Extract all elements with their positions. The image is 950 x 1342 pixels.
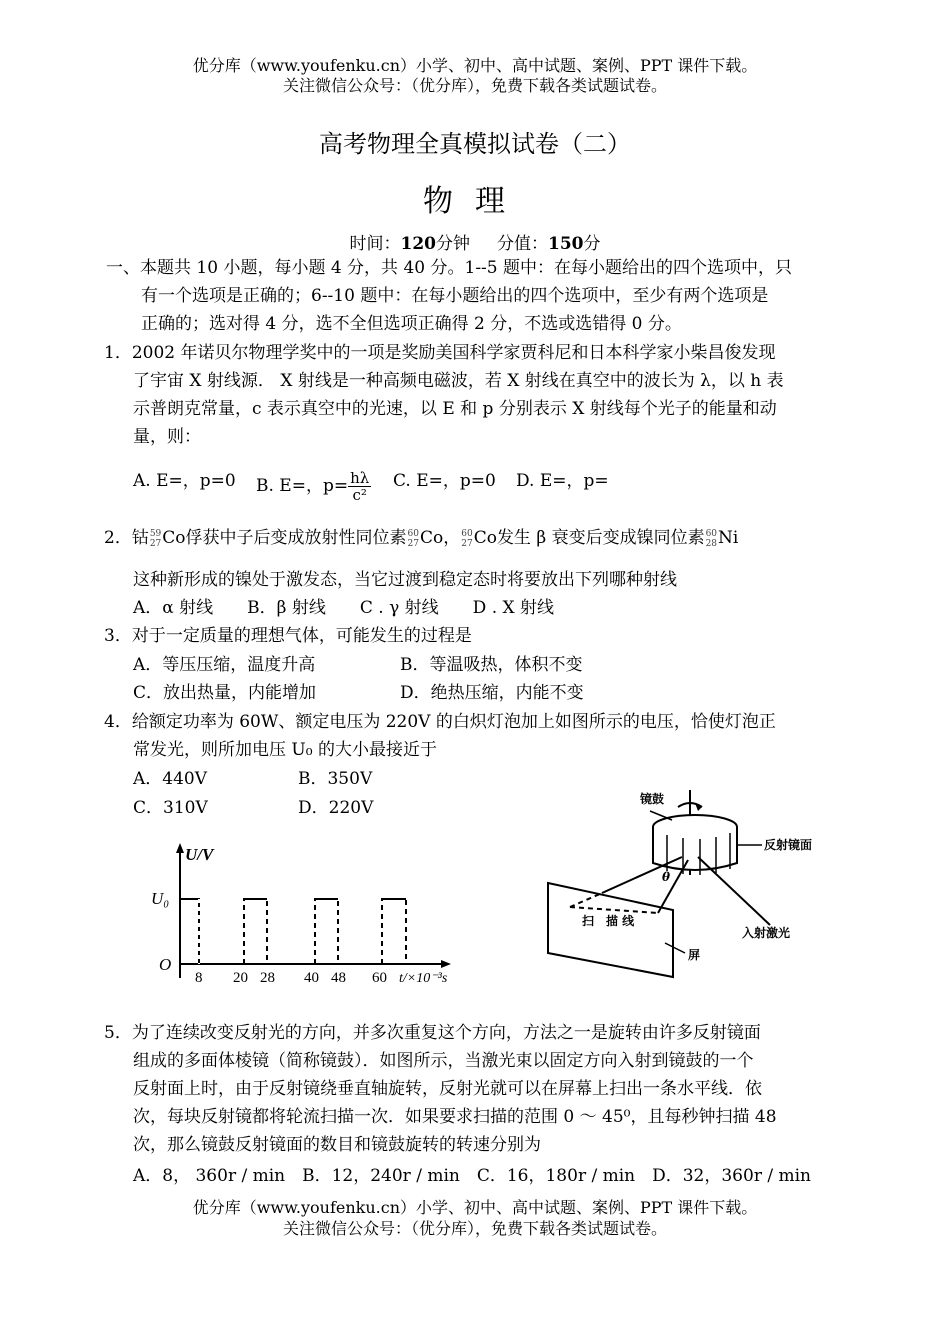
q1-line-4: 量，则： (133, 427, 201, 447)
co60-mass-b: 60 (461, 528, 473, 539)
tick-8: 8 (195, 970, 203, 986)
q1-option-d: D. E=，p= (516, 471, 609, 491)
co60-mass-a: 60 (407, 528, 419, 539)
screen-label: 屏 (688, 948, 701, 962)
q3-option-d: D．绝热压缩，内能不变 (400, 683, 584, 703)
q2-line-2: 这种新形成的镍处于激发态，当它过渡到稳定态时将要放出下列哪种射线 (133, 570, 677, 590)
co59-z: 27 (149, 538, 162, 549)
co60-symbol-a: Co (419, 528, 444, 548)
q1-line-3: 示普朗克常量，c 表示真空中的光速，以 E 和 p 分别表示 X 射线每个光子的能量和动 (133, 399, 777, 419)
u0-label: U₀ (151, 889, 170, 908)
time-unit: 分钟 (435, 234, 470, 254)
score-label: 分值： (497, 234, 549, 254)
q2-options: A．α 射线 B．β 射线 C . γ 射线 D . X 射线 (133, 598, 555, 618)
header-line-2: 关注微信公众号：（优分库），免费下载各类试题试卷。 (282, 76, 667, 95)
q4-line-1: 4．给额定功率为 60W、额定电压为 220V 的白炽灯泡加上如图所示的电压，恰使灯泡正 (104, 712, 776, 732)
q2-line-1 (104, 527, 738, 549)
scan-label: 扫 描 线 (582, 914, 635, 928)
origin-label: O (159, 955, 172, 974)
co60-isotope-b (461, 529, 472, 549)
pulse-2 (244, 899, 267, 964)
q5-line-4: 次，每块反射镜都将轮流扫描一次．如果要求扫描的范围 0 ～ 45⁰，且每秒钟扫描 48 (133, 1107, 777, 1127)
ni60-z: 28 (705, 538, 718, 549)
pulse-4 (382, 899, 406, 964)
time-label: 时间： (349, 234, 401, 254)
q1-fraction-den: c² (352, 486, 367, 504)
q2-mid-1: 俘获中子后变成放射性同位素 (185, 528, 407, 548)
q2-mid-3: 发生 β 衰变后变成镍同位素 (496, 528, 705, 548)
q1-option-a: A. E=，p=0 (133, 471, 236, 491)
co59-symbol: Co (162, 528, 186, 548)
co60-symbol-b: Co (473, 528, 497, 548)
q5-line-5: 次，那么镜鼓反射镜面的数目和镜鼓旋转的转速分别为 (133, 1135, 541, 1155)
q4-option-a: A．440V (133, 769, 208, 789)
q3-option-a: A．等压压缩，温度升高 (133, 655, 316, 675)
drum-label: 镜鼓 (640, 792, 665, 806)
time-value: 120 (400, 234, 436, 254)
x-axis-label: t/×10⁻³s (399, 971, 448, 986)
exam-subject: 物理 (423, 184, 527, 219)
q3-stem: 3．对于一定质量的理想气体，可能发生的过程是 (104, 626, 472, 646)
q4-option-c: C．310V (133, 798, 208, 818)
q5-line-2: 组成的多面体棱镜（简称镜鼓）．如图所示，当激光束以固定方向入射到镜鼓的一个 (133, 1051, 754, 1071)
laser-label: 入射激光 (742, 926, 791, 940)
drum-pointer (650, 811, 672, 820)
exam-title: 高考物理全真模拟试卷（二） (319, 130, 631, 158)
theta-label: θ (662, 870, 671, 884)
screen (548, 883, 673, 977)
voltage-time-graph (145, 838, 465, 988)
q4-option-d: D．220V (298, 798, 374, 818)
q1-option-b-prefix: B. E=，p= (256, 476, 349, 496)
tick-48: 48 (331, 970, 346, 986)
tick-60: 60 (372, 970, 387, 986)
co60-z-a: 27 (407, 538, 419, 549)
q4-option-b: B．350V (298, 769, 373, 789)
mirror-drum-diagram (540, 785, 845, 985)
incident-ray (698, 857, 770, 925)
pulse-1 (180, 899, 199, 964)
ni60-mass: 60 (705, 528, 718, 539)
section1-line-2: 有一个选项是正确的；6--10 题中：在每小题给出的四个选项中，至少有两个选项是 (141, 286, 769, 306)
tick-28: 28 (260, 970, 275, 986)
q2-prefix: 2．钴 (104, 528, 149, 548)
tick-40: 40 (304, 970, 319, 986)
section1-line-1: 一、本题共 10 小题，每小题 4 分，共 40 分。1--5 题中：在每小题给出的四个选项中，只 (106, 258, 793, 278)
exam-info (0, 229, 950, 254)
footer-line-2: 关注微信公众号：（优分库），免费下载各类试题试卷。 (282, 1219, 667, 1238)
q1-fraction (348, 470, 371, 503)
footer-line-1: 优分库（www.youfenku.cn）小学、初中、高中试题、案例、PPT 课件下载。 (192, 1198, 758, 1217)
ni60-isotope (706, 529, 717, 549)
q1-line-2: 了宇宙 X 射线源． X 射线是一种高频电磁波，若 X 射线在真空中的波长为 λ，以 h 表 (133, 371, 784, 391)
mirror-label: 反射镜面 (764, 838, 813, 852)
y-axis-arrow (176, 843, 184, 853)
q5-line-3: 反射面上时，由于反射镜绕垂直轴旋转，反射光就可以在屏幕上扫出一条水平线．依 (133, 1079, 762, 1099)
q5-options: A．8， 360r / min B．12，240r / min C．16，180r / min D．32，360r / min (133, 1166, 811, 1186)
q4-line-2: 常发光，则所加电压 U₀ 的大小最接近于 (133, 740, 437, 760)
x-axis-arrow (441, 960, 451, 968)
y-axis-label: U/V (185, 845, 214, 864)
co60-isotope-a (408, 529, 419, 549)
co60-z-b: 27 (461, 538, 473, 549)
score-unit: 分 (583, 234, 601, 254)
q2-mid-2: ， (443, 528, 461, 548)
q5-line-1: 5．为了连续改变反射光的方向，并多次重复这个方向，方法之一是旋转由许多反射镜面 (104, 1023, 761, 1043)
q1-option-c: C. E=，p=0 (393, 471, 496, 491)
score-value: 150 (548, 234, 584, 254)
ni-symbol: Ni (718, 528, 739, 548)
q3-option-c: C．放出热量，内能增加 (133, 683, 317, 703)
header-line-1: 优分库（www.youfenku.cn）小学、初中、高中试题、案例、PPT 课件下载。 (192, 56, 758, 75)
q3-option-b: B．等温吸热，体积不变 (400, 655, 583, 675)
tick-20: 20 (233, 970, 248, 986)
co59-isotope (150, 529, 161, 549)
pulse-3 (315, 899, 338, 964)
q1-option-b (256, 470, 371, 503)
co59-mass: 59 (149, 528, 162, 539)
q1-line-1: 1．2002 年诺贝尔物理学奖中的一项是奖励美国科学家贾科尼和日本科学家小柴昌俊发现 (104, 343, 776, 363)
q1-fraction-num: hλ (350, 469, 370, 487)
section1-line-3: 正确的；选对得 4 分，选不全但选项正确得 2 分，不选或选错得 0 分。 (141, 314, 682, 334)
